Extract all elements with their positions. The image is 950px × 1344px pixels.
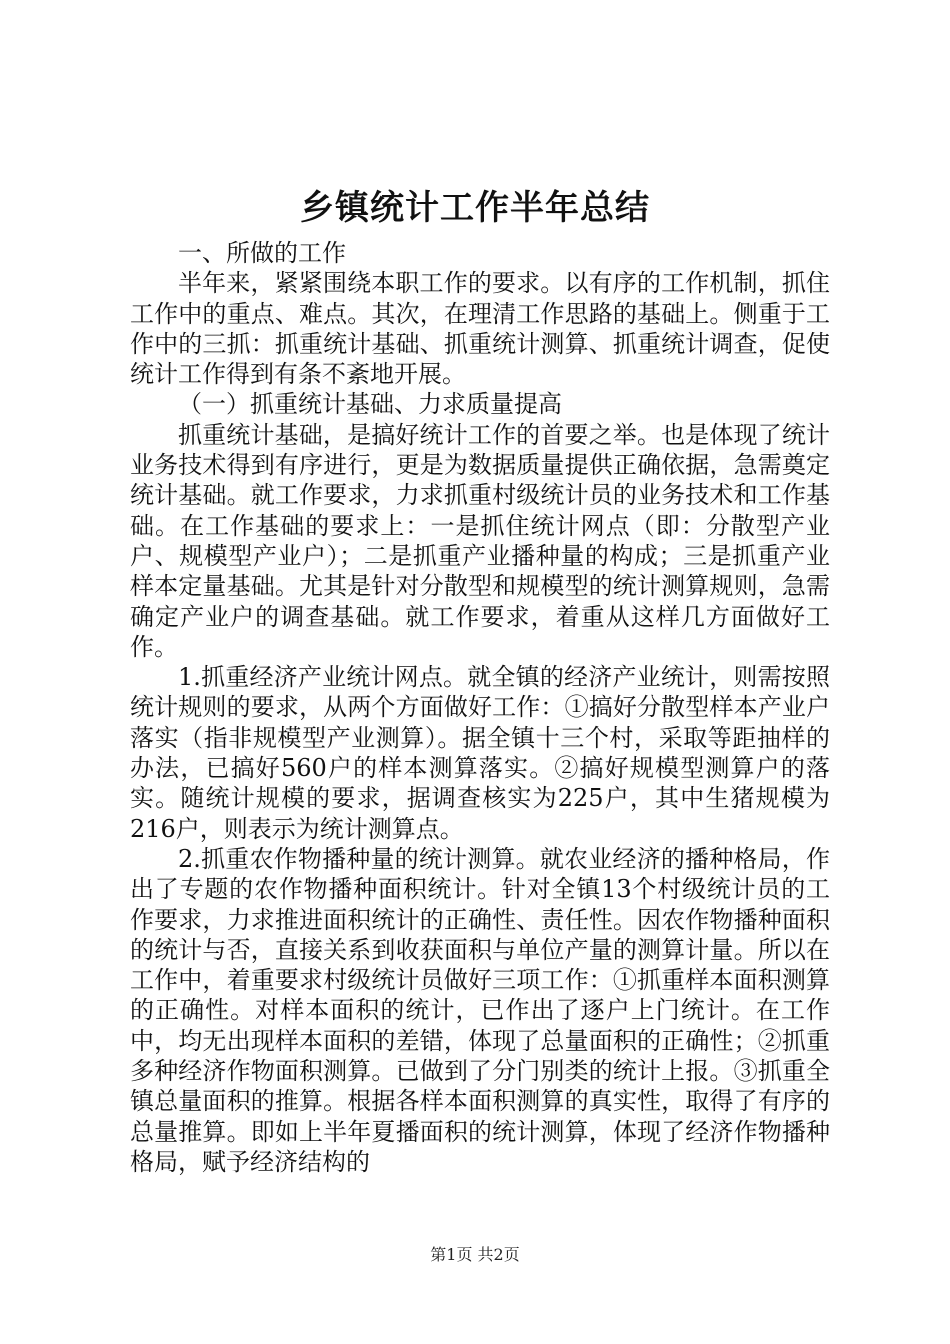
document-body — [130, 238, 830, 1177]
paragraph: 抓重统计基础，是搞好统计工作的首要之举。也是体现了统计业务技术得到有序进行，更是为数据质量提供正确依据，急需奠定统计基础。就工作要求，力求抓重村级统计员的业务技术和工作基础。在工作基础的要求上：一是抓住统计网点（即：分散型产业户、规模型产业户）；二是抓重产业播种量的构成；三是抓重产业样本定量基础。尤其是针对分散型和规模型的统计测算规则，急需确定产业户的调查基础。就工作要求，着重从这样几方面做好工作。 — [130, 420, 830, 661]
document-title: 乡镇统计工作半年总结 — [300, 188, 650, 228]
paragraph: 2.抓重农作物播种量的统计测算。就农业经济的播种格局，作出了专题的农作物播种面积统计。针对全镇13个村级统计员的工作要求，力求推进面积统计的正确性、责任性。因农作物播种面积的统计与否，直接关系到收获面积与单位产量的测算计量。所以在工作中，着重要求村级统计员做好三项工作：①抓重样本面积测算的正确性。对样本面积的统计，已作出了逐户上门统计。在工作中，均无出现样本面积的差错，体现了总量面积的正确性；②抓重多种经济作物面积测算。已做到了分门别类的统计上报。③抓重全镇总量面积的推算。根据各样本面积测算的真实性，取得了有序的总量推算。即如上半年夏播面积的统计测算，体现了经济作物播种格局，赋予经济结构的 — [130, 844, 830, 1176]
paragraph: 半年来，紧紧围绕本职工作的要求。以有序的工作机制，抓住工作中的重点、难点。其次，在理清工作思路的基础上。侧重于工作中的三抓：抓重统计基础、抓重统计测算、抓重统计调查，促使统计工作得到有条不紊地开展。 — [130, 269, 830, 389]
page-footer: 第1页 共2页 — [430, 1245, 520, 1264]
section-heading: 一、所做的工作 — [178, 239, 346, 267]
paragraph: 1.抓重经济产业统计网点。就全镇的经济产业统计，则需按照统计规则的要求，从两个方面做好工作：①搞好分散型样本产业户落实（指非规模型产业测算）。据全镇十三个村，采取等距抽样的办法，已搞好560户的样本测算落实。②搞好规模型测算户的落实。随统计规模的要求，据调查核实为225户，其中生猪规模为216户，则表示为统计测算点。 — [130, 663, 830, 843]
subsection-heading: （一）抓重统计基础、力求质量提高 — [178, 390, 562, 419]
